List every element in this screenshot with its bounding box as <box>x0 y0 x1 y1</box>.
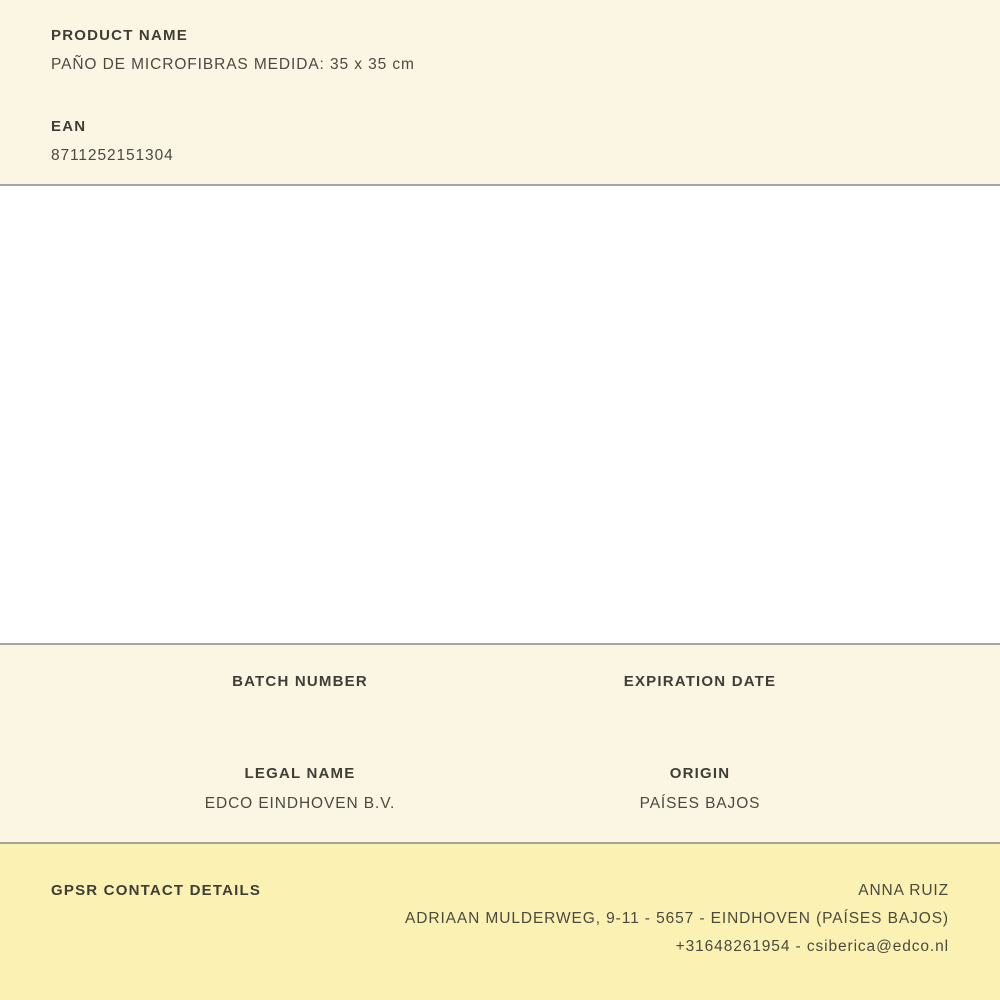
details-grid <box>100 673 900 812</box>
gpsr-contact-name: ANNA RUIZ <box>858 882 949 899</box>
product-name-value: PAÑO DE MICROFIBRAS MEDIDA: 35 x 35 cm <box>51 56 415 73</box>
gpsr-contact-block <box>405 882 949 955</box>
legal-name-label: LEGAL NAME <box>244 765 356 782</box>
product-name-label: PRODUCT NAME <box>51 27 188 44</box>
batch-number-cell <box>100 673 500 720</box>
ean-label: EAN <box>51 118 87 135</box>
batch-number-value <box>100 703 500 720</box>
gpsr-contact-phone-email: +31648261954 - csiberica@edco.nl <box>675 938 949 955</box>
batch-number-label: BATCH NUMBER <box>232 673 368 690</box>
expiration-date-label: EXPIRATION DATE <box>623 673 777 690</box>
product-image-area <box>0 186 1000 643</box>
product-header-section <box>0 0 1000 184</box>
gpsr-contact-section <box>0 844 1000 1000</box>
product-details-section <box>0 645 1000 842</box>
legal-name-cell <box>100 765 500 812</box>
origin-cell <box>500 765 900 812</box>
gpsr-contact-address: ADRIAAN MULDERWEG, 9-11 - 5657 - EINDHOVEN (PAÍSES BAJOS) <box>405 910 949 927</box>
origin-label: ORIGIN <box>669 765 731 782</box>
expiration-date-cell <box>500 673 900 720</box>
expiration-date-value <box>500 703 900 720</box>
gpsr-contact-label: GPSR CONTACT DETAILS <box>51 882 262 899</box>
legal-name-value: EDCO EINDHOVEN B.V. <box>204 795 396 812</box>
origin-value: PAÍSES BAJOS <box>639 795 761 812</box>
gpsr-contact-row <box>51 882 949 955</box>
ean-value: 8711252151304 <box>51 147 174 164</box>
ean-block <box>51 118 950 164</box>
